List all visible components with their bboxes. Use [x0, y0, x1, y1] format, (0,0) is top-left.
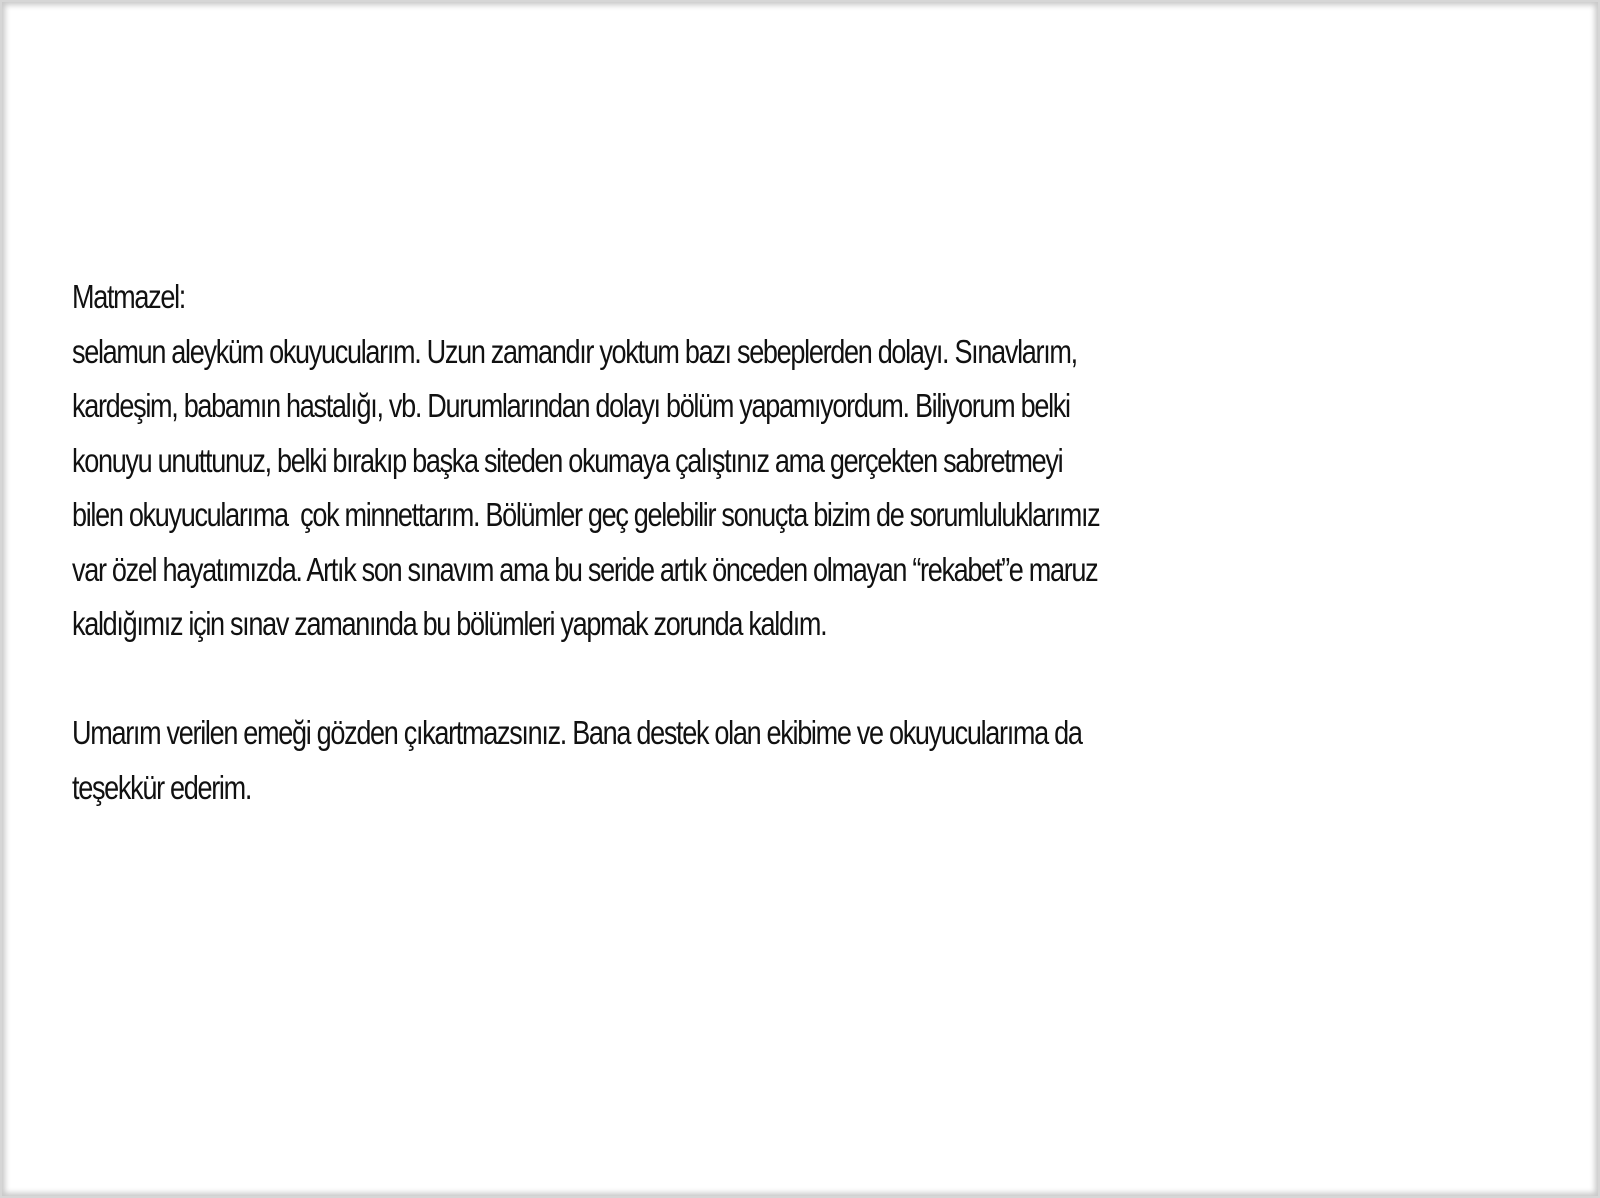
note-line: teşekkür ederim. — [72, 768, 252, 806]
note-line: kardeşim, babamın hastalığı, vb. Durumlarından dolayı bölüm yapamıyordum. Biliyorum belki — [72, 387, 1070, 424]
note-line: var özel hayatımızda. Artık son sınavım ama bu seride artık önceden olmayan “rekabet”e maruz — [72, 550, 1098, 588]
note-line: bilen okuyucularıma çok minnettarım. Bölümler geç gelebilir sonuçta bizim de sorumluluklarımız — [72, 496, 1100, 533]
paragraph-gap — [72, 652, 1302, 707]
note-line: Umarım verilen emeği gözden çıkartmazsınız. Bana destek olan ekibime ve okuyucularıma da — [72, 714, 1082, 751]
note-author: Matmazel: — [72, 278, 186, 315]
note-line: selamun aleyküm okuyucularım. Uzun zamandır yoktum bazı sebeplerden dolayı. Sınavlarım, — [72, 332, 1077, 370]
translator-note — [72, 270, 1302, 815]
note-line: kaldığımız için sınav zamanında bu bölümleri yapmak zorunda kaldım. — [72, 605, 827, 642]
note-line: konuyu unuttunuz, belki bırakıp başka siteden okumaya çalıştınız ama gerçekten sabretmeyi — [72, 441, 1063, 479]
